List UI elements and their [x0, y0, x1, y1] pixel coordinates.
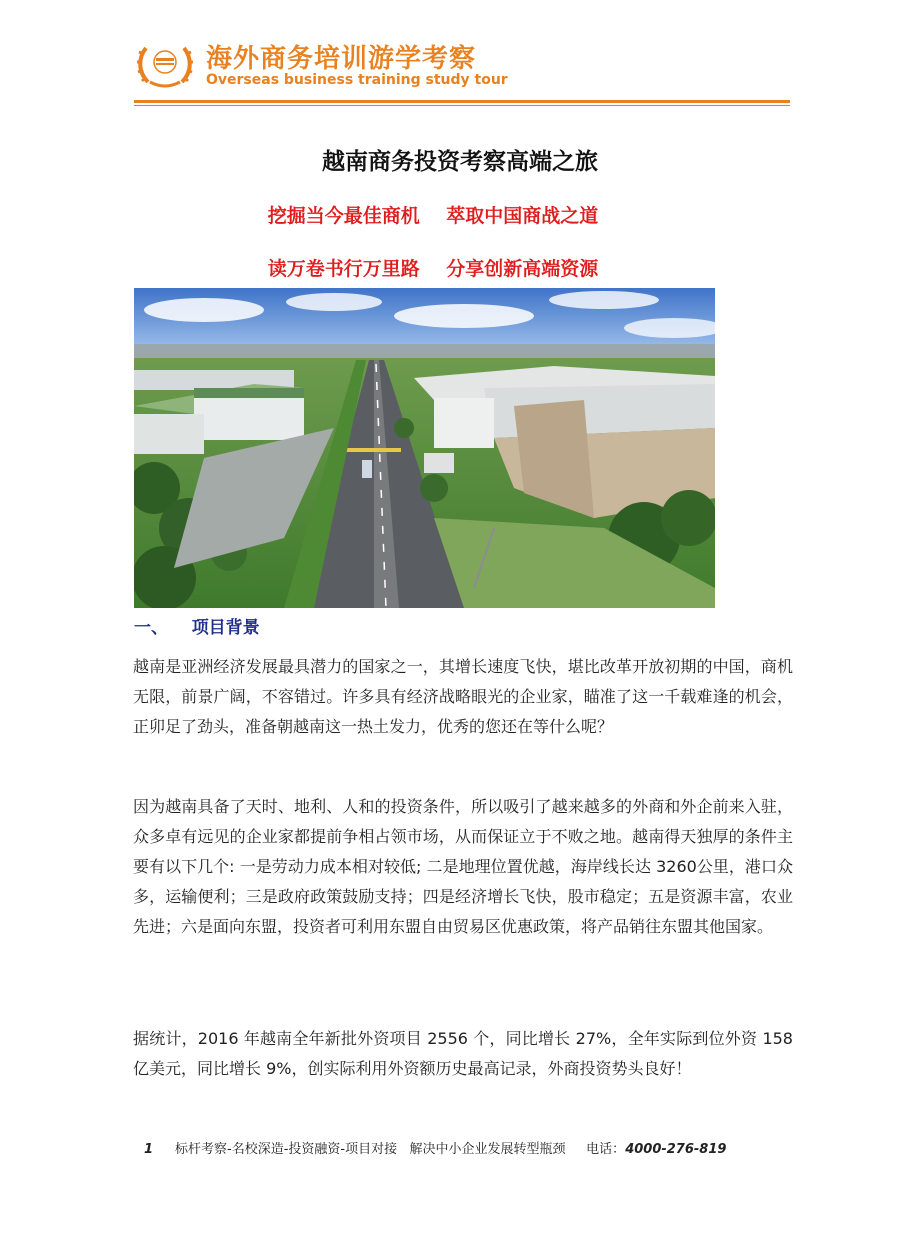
slogan-line-1: 挖掘当今最佳商机 萃取中国商战之道	[267, 205, 599, 227]
page-header	[134, 36, 794, 112]
brand-english-name: Overseas business training study tour	[206, 72, 508, 88]
header-divider-thick	[134, 100, 790, 103]
paragraph-3: 据统计，2016 年越南全年新批外资项目 2556 个，同比增长 27%，全年实际到位外资 158亿美元，同比增长 9%，创实际利用外资额历史最高记录，外商投资势头良好！	[133, 1029, 793, 1078]
header-divider-thin	[134, 105, 790, 106]
section-heading	[134, 613, 260, 638]
footer-phone: 4000-276-819	[625, 1142, 727, 1157]
page-number: 1	[144, 1142, 154, 1157]
page-footer	[144, 1138, 726, 1157]
footer-tagline: 标杆考察-名校深造-投资融资-项目对接 解决中小企业发展转型瓶颈 电话：	[175, 1142, 626, 1157]
section-title: 项目背景	[191, 618, 260, 638]
brand-chinese-name: 海外商务培训游学考察	[206, 44, 477, 74]
document-title: 越南商务投资考察高端之旅	[322, 149, 598, 175]
academy-logo	[136, 40, 194, 90]
paragraph-2: 因为越南具备了天时、地利、人和的投资条件，所以吸引了越来越多的外商和外企前来入驻，众多卓有远见的企业家都提前争相占领市场，从而保证立于不败之地。越南得天独厚的条件主要有以下几个: 一是劳动力成本相对较低; 二是地理位置优越，海岸线长达 3260公里，港口众多，运输便利；三是政府政策鼓励支持；四是经济增长飞快，股市稳定；五是资源丰富，农业先进；六是面向东盟，投资者可利用东盟自由贸易区优惠政策，将产品销往东盟其他国家。	[133, 797, 793, 936]
paragraph-1: 越南是亚洲经济发展最具潜力的国家之一，其增长速度飞快，堪比改革开放初期的中国，商机无限，前景广阔，不容错过。许多具有经济战略眼光的企业家，瞄准了这一千载难逢的机会，正卯足了劲头，准备朝越南这一热土发力，优秀的您还在等什么呢？	[133, 657, 793, 736]
section-number: 一、	[134, 618, 168, 638]
industrial-park-aerial-photo	[134, 288, 715, 608]
slogan-line-2: 读万卷书行万里路 分享创新高端资源	[267, 258, 599, 280]
